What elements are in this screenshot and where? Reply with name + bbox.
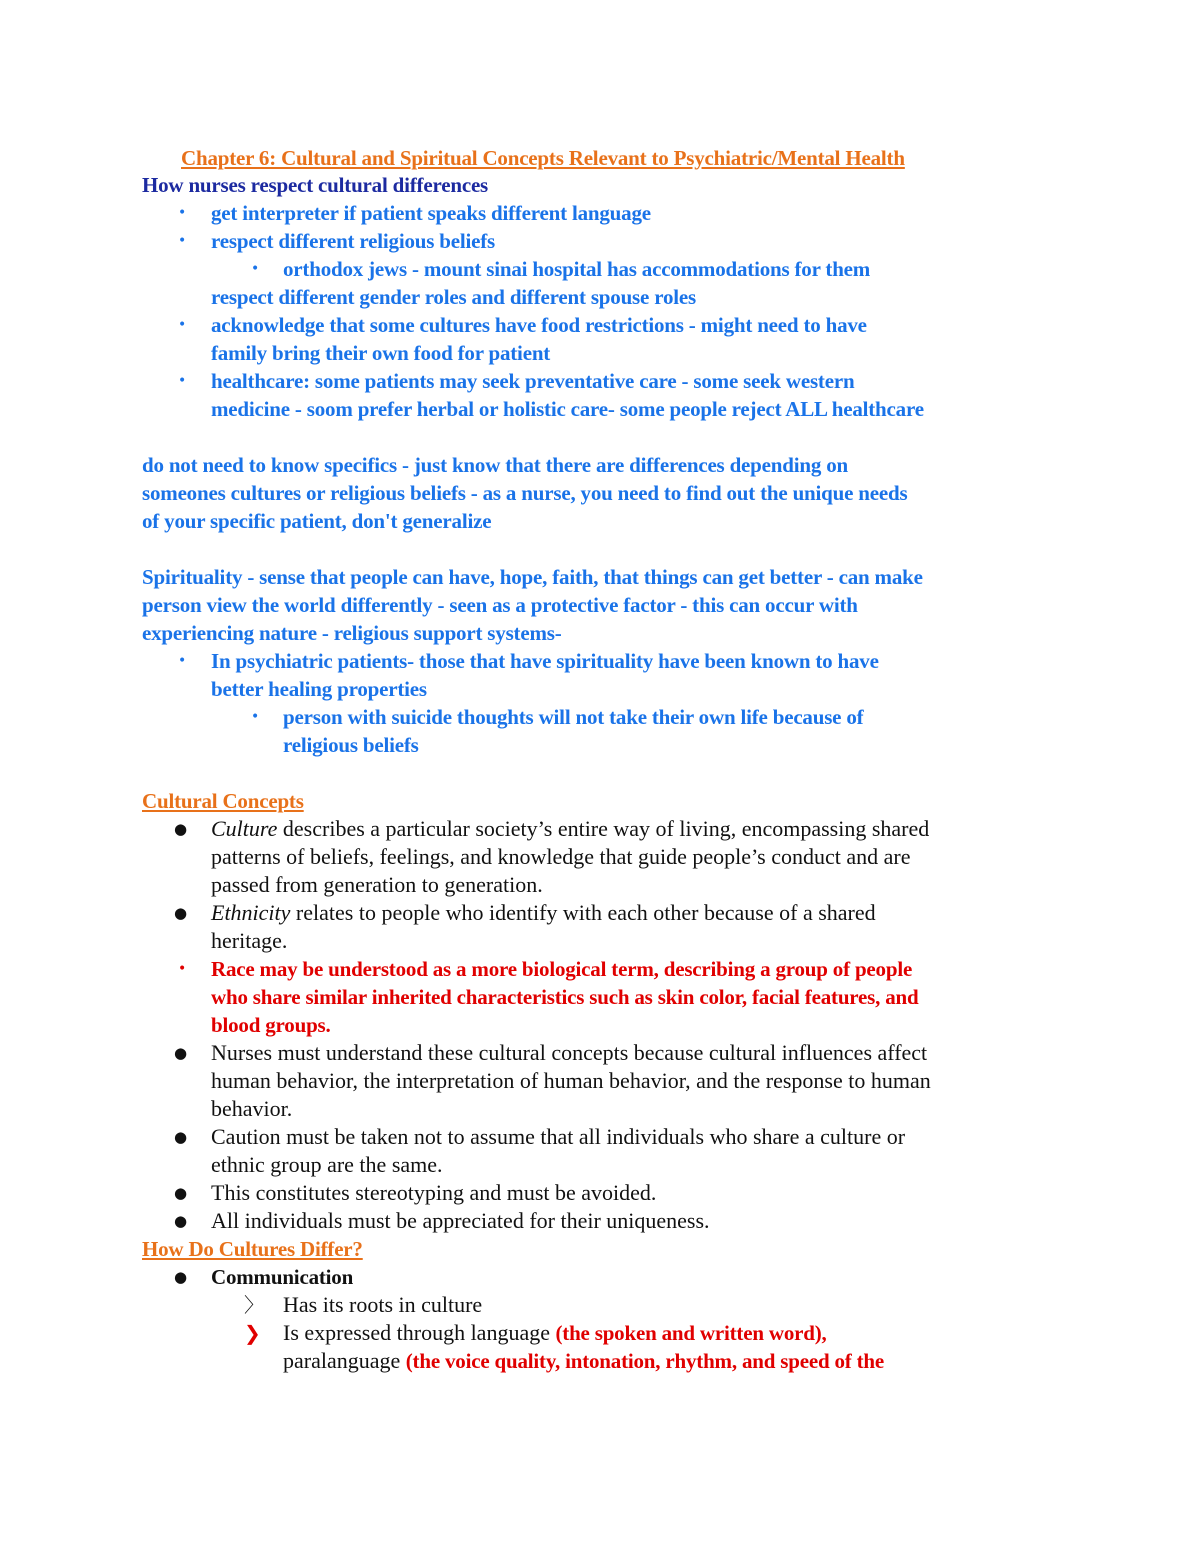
list-item: respect different gender roles and different spouse roles [211,285,696,309]
section-heading-cultures-differ: How Do Cultures Differ? [142,1237,363,1261]
highlight-text: (the voice quality, intonation, rhythm, and speed of the [405,1349,885,1373]
list-item: who share similar inherited characteristics such as skin color, facial features, and [211,985,919,1009]
list-item: human behavior, the interpretation of human behavior, and the response to human [211,1068,931,1093]
list-item: All individuals must be appreciated for their uniqueness. [211,1208,710,1233]
paragraph-line: someones cultures or religious beliefs - as a nurse, you need to find out the unique needs [142,481,908,505]
list-item: respect different religious beliefs [211,229,496,253]
list-item: blood groups. [211,1013,331,1037]
bullet-dot-icon: • [178,653,187,669]
bullet-dot-icon: • [251,709,260,725]
list-item: patterns of beliefs, feelings, and knowledge that guide people’s conduct and are [211,844,911,869]
list-item: acknowledge that some cultures have food restrictions - might need to have [211,313,867,337]
paragraph-line: Spirituality - sense that people can have, hope, faith, that things can get better - can make [142,565,923,589]
bullet-dot-icon: • [178,961,187,977]
text-run: Is expressed through language [283,1320,556,1345]
list-item: This constitutes stereotyping and must be avoided. [211,1180,657,1205]
paragraph-line: person view the world differently - seen as a protective factor - this can occur with [142,593,858,617]
section-heading-respect: How nurses respect cultural differences [142,173,489,197]
bullet-dot-icon: • [178,205,187,221]
list-item: Race may be understood as a more biological term, describing a group of people [211,957,913,981]
list-item: heritage. [211,928,288,953]
text-run: paralanguage [283,1348,406,1373]
term-culture: Culture [211,816,278,841]
list-item: behavior. [211,1096,293,1121]
list-item: ethnic group are the same. [211,1152,443,1177]
list-item [211,899,876,927]
list-item: family bring their own food for patient [211,341,551,365]
list-item-communication: Communication [211,1265,354,1289]
list-item: passed from generation to generation. [211,872,543,897]
highlight-text: (the spoken and written word), [555,1321,827,1345]
list-item [211,815,929,843]
term-ethnicity: Ethnicity [211,900,291,925]
definition-text: describes a particular society’s entire way of living, encompassing shared [277,816,930,841]
section-heading-cultural-concepts: Cultural Concepts [142,789,304,813]
angle-right-icon: 〉 [244,1293,264,1317]
paragraph-line: do not need to know specifics - just know that there are differences depending on [142,453,848,477]
list-item: Nurses must understand these cultural concepts because cultural influences affect [211,1040,928,1065]
paragraph-line: of your specific patient, don't generalize [142,509,492,533]
paragraph-line: experiencing nature - religious support systems- [142,621,562,645]
page-title: Chapter 6: Cultural and Spiritual Concepts Relevant to Psychiatric/Mental Health [181,146,905,170]
list-item: Has its roots in culture [283,1292,483,1317]
list-item: better healing properties [211,677,427,701]
bullet-dot-icon: ● [174,1128,188,1146]
list-item: person with suicide thoughts will not take their own life because of [283,705,864,729]
bullet-dot-icon: ● [174,1184,188,1202]
list-item: Caution must be taken not to assume that all individuals who share a culture or [211,1124,906,1149]
bullet-dot-icon: ● [174,1212,188,1230]
bullet-dot-icon: ● [174,1268,188,1286]
bullet-dot-icon: ● [174,820,188,838]
bullet-dot-icon: ● [174,1044,188,1062]
definition-text: relates to people who identify with each other because of a shared [290,900,876,925]
list-item [283,1319,827,1347]
angle-right-icon: ❯ [244,1321,261,1345]
list-item: orthodox jews - mount sinai hospital has accommodations for them [283,257,871,281]
list-item: healthcare: some patients may seek preventative care - some seek western [211,369,855,393]
bullet-dot-icon: ● [174,904,188,922]
bullet-dot-icon: • [178,317,187,333]
list-item: religious beliefs [283,733,419,757]
bullet-dot-icon: • [178,373,187,389]
bullet-dot-icon: • [251,261,260,277]
list-item: medicine - soom prefer herbal or holistic care- some people reject ALL healthcare [211,397,924,421]
list-item: get interpreter if patient speaks different language [211,201,651,225]
list-item: In psychiatric patients- those that have spirituality have been known to have [211,649,879,673]
list-item [283,1347,884,1375]
bullet-dot-icon: • [178,233,187,249]
